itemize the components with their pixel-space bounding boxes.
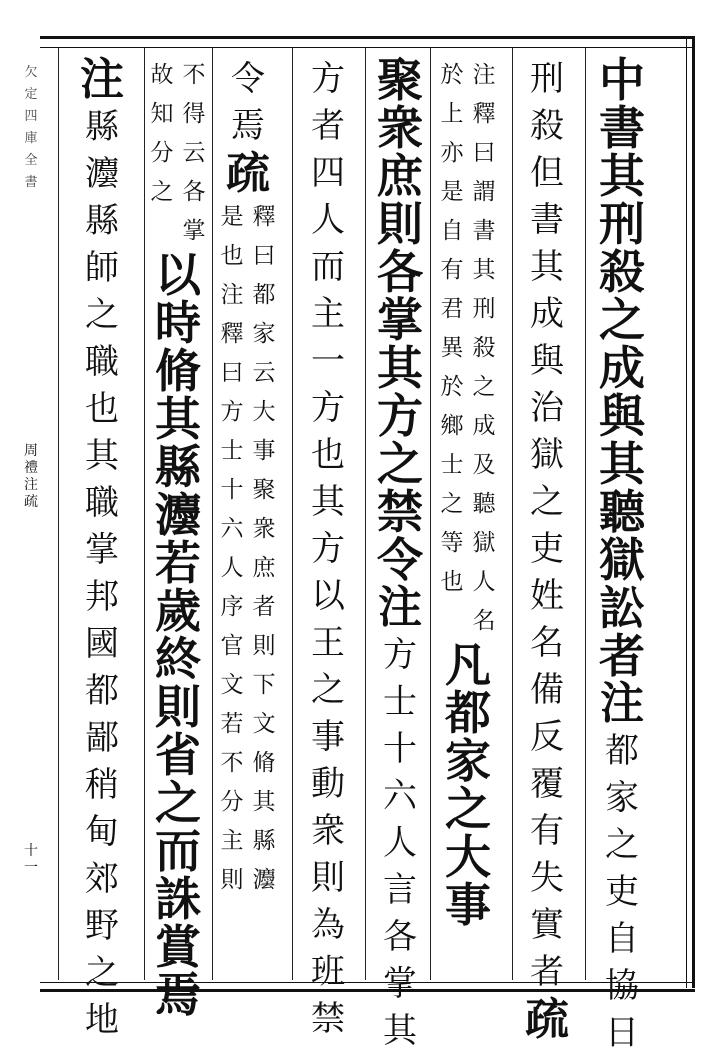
text-column-5 [296, 56, 360, 1039]
glyph: 為 [311, 905, 345, 945]
glyph: 各 [182, 179, 206, 205]
glyph: 十 [383, 729, 417, 769]
annotation-mark [216, 150, 280, 198]
annotation-mark [515, 996, 579, 1044]
glyph: 一 [24, 860, 38, 876]
glyph: 欠 [24, 65, 38, 80]
glyph: 其 [252, 789, 276, 815]
glyph: 則 [155, 680, 201, 734]
glyph: 而 [311, 247, 345, 287]
glyph: 其 [85, 436, 119, 476]
glyph: 故 [150, 62, 174, 88]
glyph: 言 [383, 870, 417, 910]
glyph: 灋 [85, 154, 119, 194]
note-left-line [439, 56, 465, 641]
glyph: 灋 [252, 867, 276, 893]
glyph: 名 [530, 623, 564, 663]
glyph: 定 [24, 87, 38, 102]
glyph: 殺 [599, 245, 645, 299]
glyph: 賞 [155, 920, 201, 974]
glyph: 六 [383, 776, 417, 816]
main-text [146, 248, 210, 1022]
glyph: 序 [220, 594, 244, 620]
double-line-note [149, 56, 207, 251]
glyph: 班 [311, 952, 345, 992]
glyph: 動 [311, 764, 345, 804]
glyph: 下 [252, 672, 276, 698]
glyph: 聚 [377, 53, 423, 107]
glyph: 脩 [155, 344, 201, 398]
glyph: 上 [440, 101, 464, 127]
glyph: 釋 [220, 321, 244, 347]
glyph: 縣 [252, 828, 276, 854]
glyph: 備 [530, 670, 564, 710]
glyph: 禁 [377, 485, 423, 539]
glyph: 疏 [226, 148, 270, 199]
glyph: 掌 [85, 530, 119, 570]
glyph: 其 [155, 392, 201, 446]
text-column-4 [368, 53, 432, 1051]
glyph: 若 [220, 711, 244, 737]
glyph: 人 [383, 823, 417, 863]
glyph: 與 [530, 341, 564, 381]
glyph: 其 [472, 257, 496, 283]
glyph: 士 [383, 682, 417, 722]
glyph: 治 [530, 388, 564, 428]
commentary-text [216, 56, 280, 150]
glyph: 是 [440, 179, 464, 205]
glyph: 人 [472, 569, 496, 595]
glyph: 及 [472, 452, 496, 478]
glyph: 士 [440, 452, 464, 478]
glyph: 於 [440, 62, 464, 88]
glyph: 灋 [155, 488, 201, 542]
glyph: 若 [155, 536, 201, 590]
glyph: 也 [220, 243, 244, 269]
glyph: 則 [311, 858, 345, 898]
glyph: 覆 [530, 764, 564, 804]
glyph: 家 [605, 778, 639, 818]
glyph: 分 [220, 789, 244, 815]
glyph: 文 [220, 672, 244, 698]
gutter-top-text [24, 62, 38, 194]
double-line-note [439, 56, 497, 641]
glyph: 事 [311, 717, 345, 757]
glyph: 鄙 [85, 718, 119, 758]
glyph: 異 [440, 335, 464, 361]
glyph: 之 [150, 179, 174, 205]
glyph: 脩 [252, 750, 276, 776]
main-text [368, 53, 432, 587]
glyph: 殺 [472, 335, 496, 361]
glyph: 衆 [377, 101, 423, 155]
glyph: 獄 [472, 530, 496, 556]
glyph: 方 [383, 635, 417, 675]
gutter-book-title [24, 443, 38, 511]
glyph: 釋 [472, 101, 496, 127]
glyph: 方 [311, 529, 345, 569]
glyph: 名 [472, 608, 496, 634]
glyph: 文 [252, 711, 276, 737]
glyph: 縣 [85, 107, 119, 147]
column-rule [365, 48, 366, 980]
glyph: 主 [311, 294, 345, 334]
glyph: 令 [377, 533, 423, 587]
glyph: 獄 [530, 435, 564, 475]
glyph: 吏 [605, 872, 639, 912]
glyph: 歲 [155, 584, 201, 638]
glyph: 凡 [445, 638, 491, 692]
glyph: 之 [85, 953, 119, 993]
glyph: 疏 [24, 494, 38, 510]
glyph: 聽 [599, 485, 645, 539]
glyph: 鄉 [440, 413, 464, 439]
gutter-page-number [24, 843, 38, 877]
glyph: 聽 [472, 491, 496, 517]
glyph: 事 [445, 878, 491, 932]
glyph: 注 [80, 54, 124, 105]
glyph: 成 [530, 294, 564, 334]
column-rule [58, 48, 59, 980]
glyph: 於 [440, 374, 464, 400]
glyph: 而 [155, 824, 201, 878]
glyph: 則 [220, 867, 244, 893]
glyph: 都 [252, 282, 276, 308]
glyph: 以 [155, 248, 201, 302]
glyph: 協 [605, 966, 639, 1006]
glyph: 書 [472, 218, 496, 244]
glyph: 刑 [472, 296, 496, 322]
glyph: 其 [599, 149, 645, 203]
glyph: 掌 [182, 218, 206, 244]
glyph: 但 [530, 153, 564, 193]
glyph: 分 [150, 140, 174, 166]
glyph: 注 [24, 477, 38, 493]
column-rule [512, 48, 513, 980]
text-column-1 [590, 53, 654, 1053]
glyph: 則 [252, 633, 276, 659]
double-line-note [219, 198, 277, 900]
glyph: 十 [24, 843, 38, 859]
glyph: 云 [252, 360, 276, 386]
commentary-text [515, 56, 579, 996]
glyph: 縣 [155, 440, 201, 494]
note-right-line [251, 198, 277, 900]
note-left-line [219, 198, 245, 900]
glyph: 知 [150, 101, 174, 127]
glyph: 書 [24, 175, 38, 190]
commentary-text [296, 56, 360, 1043]
glyph: 大 [252, 399, 276, 425]
glyph: 人 [311, 200, 345, 240]
glyph: 縣 [85, 201, 119, 241]
glyph: 周 [24, 443, 38, 459]
text-column-6 [216, 56, 280, 976]
column-rule [292, 48, 293, 980]
glyph: 自 [440, 218, 464, 244]
glyph: 不 [182, 62, 206, 88]
glyph: 之 [85, 295, 119, 335]
glyph: 失 [530, 858, 564, 898]
glyph: 十 [220, 477, 244, 503]
glyph: 職 [85, 483, 119, 523]
glyph: 一 [311, 341, 345, 381]
glyph: 注 [600, 678, 644, 729]
glyph: 國 [85, 624, 119, 664]
glyph: 之 [599, 293, 645, 347]
glyph: 注 [220, 282, 244, 308]
glyph: 令 [231, 59, 265, 99]
glyph: 各 [377, 245, 423, 299]
glyph: 方 [311, 388, 345, 428]
glyph: 書 [530, 200, 564, 240]
glyph: 主 [220, 828, 244, 854]
glyph: 反 [530, 717, 564, 757]
text-column-2 [515, 56, 579, 1045]
glyph: 自 [605, 919, 639, 959]
glyph: 其 [383, 1011, 417, 1051]
main-text [590, 53, 654, 683]
glyph: 焉 [231, 106, 265, 146]
glyph: 之 [440, 491, 464, 517]
note-right-line [471, 56, 497, 641]
commentary-text [590, 728, 654, 1057]
glyph: 殺 [530, 106, 564, 146]
glyph: 日 [605, 1013, 639, 1053]
glyph: 姓 [530, 576, 564, 616]
glyph: 實 [530, 905, 564, 945]
glyph: 等 [440, 530, 464, 556]
glyph: 終 [155, 632, 201, 686]
glyph: 庶 [377, 149, 423, 203]
glyph: 方 [377, 389, 423, 443]
glyph: 得 [182, 101, 206, 127]
glyph: 事 [252, 438, 276, 464]
glyph: 庶 [252, 555, 276, 581]
glyph: 成 [599, 341, 645, 395]
annotation-mark [590, 680, 654, 728]
glyph: 之 [311, 670, 345, 710]
glyph: 曰 [472, 140, 496, 166]
annotation-mark [368, 584, 432, 632]
glyph: 王 [311, 623, 345, 663]
glyph: 省 [155, 728, 201, 782]
glyph: 刑 [599, 197, 645, 251]
commentary-text [70, 104, 134, 1044]
glyph: 釋 [252, 204, 276, 230]
glyph: 各 [383, 917, 417, 957]
note-left-head [219, 198, 245, 276]
glyph: 其 [599, 437, 645, 491]
glyph: 都 [605, 731, 639, 771]
glyph: 之 [445, 782, 491, 836]
glyph: 其 [377, 341, 423, 395]
glyph: 者 [252, 594, 276, 620]
glyph: 之 [155, 776, 201, 830]
glyph: 謂 [472, 179, 496, 205]
note-left-body [219, 276, 245, 900]
glyph: 則 [377, 197, 423, 251]
glyph: 士 [220, 438, 244, 464]
glyph: 疏 [525, 994, 569, 1045]
glyph: 師 [85, 248, 119, 288]
note-left-line [149, 56, 175, 251]
glyph: 掌 [377, 293, 423, 347]
glyph: 也 [85, 389, 119, 429]
commentary-text [368, 632, 432, 1055]
glyph: 人 [220, 555, 244, 581]
glyph: 不 [220, 750, 244, 776]
glyph: 注 [472, 62, 496, 88]
glyph: 都 [85, 671, 119, 711]
glyph: 曰 [252, 243, 276, 269]
page-frame-right [686, 36, 695, 988]
glyph: 之 [530, 482, 564, 522]
glyph: 中 [599, 53, 645, 107]
glyph: 焉 [155, 968, 201, 1022]
glyph: 庫 [24, 131, 38, 146]
column-rule [144, 48, 145, 980]
glyph: 也 [311, 435, 345, 475]
glyph: 時 [155, 296, 201, 350]
glyph: 郊 [85, 859, 119, 899]
glyph: 獄 [599, 533, 645, 587]
glyph: 之 [472, 374, 496, 400]
glyph: 全 [24, 153, 38, 168]
glyph: 者 [599, 629, 645, 683]
glyph: 訟 [599, 581, 645, 635]
glyph: 者 [311, 106, 345, 146]
glyph: 甸 [85, 812, 119, 852]
text-column-3 [436, 56, 500, 976]
glyph: 都 [445, 686, 491, 740]
glyph: 家 [252, 321, 276, 347]
glyph: 邦 [85, 577, 119, 617]
glyph: 方 [220, 399, 244, 425]
glyph: 書 [599, 101, 645, 155]
glyph: 云 [182, 140, 206, 166]
glyph: 職 [85, 342, 119, 382]
page-frame-top [40, 36, 695, 48]
glyph: 方 [311, 59, 345, 99]
glyph: 官 [220, 633, 244, 659]
glyph: 之 [605, 825, 639, 865]
glyph: 其 [311, 482, 345, 522]
text-column-7 [146, 56, 210, 1022]
glyph: 亦 [440, 140, 464, 166]
glyph: 君 [440, 296, 464, 322]
glyph: 禮 [24, 460, 38, 476]
main-text [436, 638, 500, 932]
glyph: 地 [85, 1000, 119, 1040]
glyph: 是 [220, 204, 244, 230]
glyph: 之 [377, 437, 423, 491]
glyph: 家 [445, 734, 491, 788]
glyph: 六 [220, 516, 244, 542]
glyph: 成 [472, 413, 496, 439]
glyph: 者 [530, 952, 564, 992]
glyph: 掌 [383, 964, 417, 1004]
column-rule [212, 48, 213, 980]
glyph: 衆 [311, 811, 345, 851]
note-right-line [181, 56, 207, 251]
glyph: 聚 [252, 477, 276, 503]
page-gutter [24, 48, 38, 980]
glyph: 與 [599, 389, 645, 443]
glyph: 注 [378, 582, 422, 633]
column-rule [585, 48, 586, 980]
glyph: 四 [311, 153, 345, 193]
glyph: 以 [311, 576, 345, 616]
glyph: 也 [440, 569, 464, 595]
glyph: 吏 [530, 529, 564, 569]
glyph: 誅 [155, 872, 201, 926]
glyph: 有 [440, 257, 464, 283]
glyph: 大 [445, 830, 491, 884]
glyph: 禁 [311, 999, 345, 1039]
glyph: 衆 [252, 516, 276, 542]
annotation-mark [70, 56, 134, 104]
glyph: 曰 [220, 360, 244, 386]
glyph: 其 [530, 247, 564, 287]
glyph: 野 [85, 906, 119, 946]
glyph: 刑 [530, 59, 564, 99]
glyph: 四 [24, 109, 38, 124]
text-column-8 [70, 54, 134, 1040]
glyph: 稍 [85, 765, 119, 805]
glyph: 有 [530, 811, 564, 851]
